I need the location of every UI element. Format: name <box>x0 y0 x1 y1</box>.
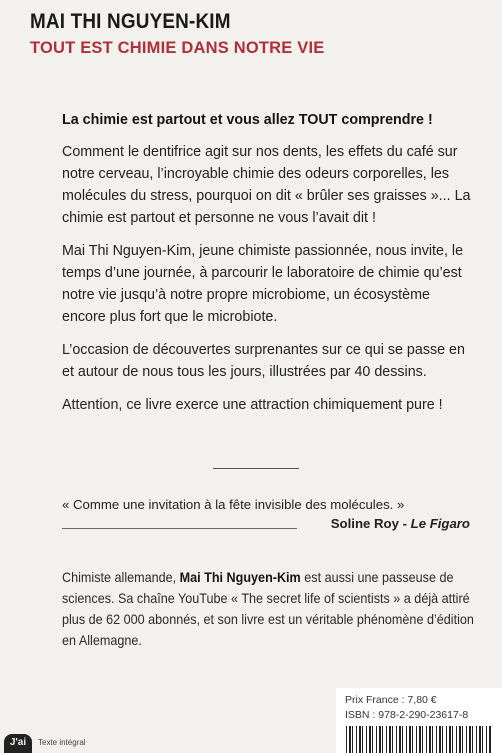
blurb-paragraph-3: L’occasion de découvertes surprenantes sur ce qui se passe en et autour de nous tous les jours, illustrées par 40 dessins. <box>62 342 465 380</box>
quote-source-row <box>62 514 474 534</box>
blurb-paragraph-2: Mai Thi Nguyen-Kim, jeune chimiste passionnée, nous invite, le temps d’une journée, à parcourir le laboratoire de chimie qu’est notre vie jusqu’à notre propre microbiome, un écosystème encore plus fort que le microbiote. <box>62 243 464 325</box>
bio-author-name: Mai Thi Nguyen-Kim <box>179 569 301 585</box>
quote-source <box>331 514 470 533</box>
barcode <box>346 726 491 753</box>
quote-text: « Comme une invitation à la fête invisible des molécules. » <box>62 497 405 512</box>
section-divider <box>213 468 299 469</box>
blurb-paragraph-1: Comment le dentifrice agit sur nos dents, les effets du café sur notre cerveau, l’incroyable chimie des odeurs corporelles, les molécules du stress, pourquoi on dit « brûler ses graisses »... La chimie est partout et personne ne vous l’avait dit ! <box>62 144 471 226</box>
blurb <box>62 109 474 427</box>
quote-author: Soline Roy - <box>330 516 407 531</box>
author-name: MAI THI NGUYEN-KIM <box>30 10 231 33</box>
author-bio <box>62 567 485 651</box>
price-label: Prix France : 7,80 € <box>345 694 437 706</box>
bio-text: est aussi une passeuse de sciences. Sa chaîne YouTube « The secret life of scientists » a déjà attiré plus de 62 000 abonnés, et son livre est un véritable phénomène d’édition en Allemagne. <box>62 569 474 648</box>
publisher-logo: J'ai <box>4 734 32 753</box>
isbn-label: ISBN : 978-2-290-23617-8 <box>345 709 469 721</box>
book-title: TOUT EST CHIMIE DANS NOTRE VIE <box>30 39 325 57</box>
edition-note: Texte intégral <box>38 738 86 747</box>
tagline: La chimie est partout et vous allez TOUT comprendre ! <box>62 112 433 128</box>
quote-journal: Le Figaro <box>410 516 470 531</box>
quote-rule <box>62 528 297 529</box>
blurb-paragraph-4: Attention, ce livre exerce une attraction chimiquement pure ! <box>62 397 443 413</box>
bio-lead: Chimiste allemande, <box>62 569 177 585</box>
press-quote <box>62 495 474 534</box>
